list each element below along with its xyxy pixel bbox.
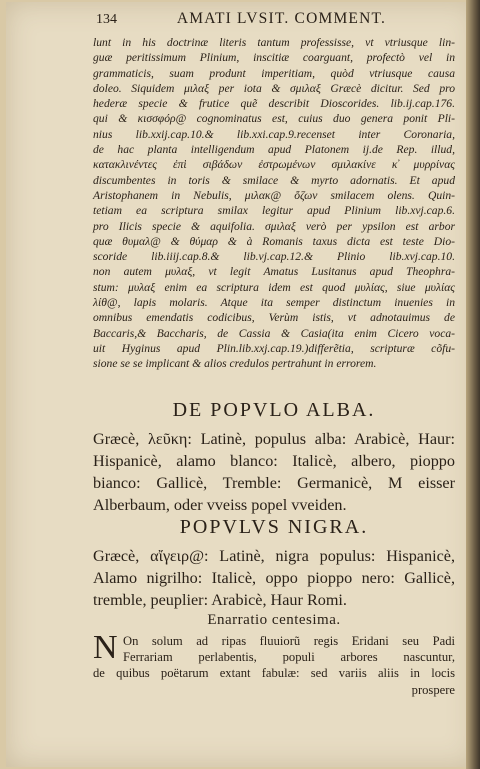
text-line: Baccaris,& Baccharis, de Cassia & Casia(ita enim Cicero voca- [93,326,455,340]
text-line: grammaticis, suam produnt imperitiam, quòd vtriusque causa [93,66,455,80]
name-line: Græcè, λεῦκη: Latinè, populus alba: Arabicè, Haur: [93,430,455,448]
name-line: bianco: Gallicè, Tremble: Germanicè, M eisser [93,474,455,492]
section-heading-populus-alba: DE POPVLO ALBA. [172,399,376,421]
text-line: hederæ specie & frutice quẽ describit Dioscorides. lib.ij.cap.176. [93,97,455,111]
commentary-paragraph [93,35,455,372]
book-gutter [466,0,480,769]
name-line: Alamo nigrilho: Italicè, oppo pioppo nero: Gallicè, [93,569,455,587]
text-line: κατακλινέντες ἐπὶ σιβάδων ἐστρωμένων σμιλακίνε κ̓ μυρρίνας [93,158,455,172]
text-line: tetiam ea scriptura smilax legitur apud Plinium lib.xvj.cap.6. [93,204,455,218]
text-line: scoride lib.iiij.cap.8.& lib.vj.cap.12.& Plinio lib.xvj.cap.10. [93,250,455,264]
text-line: On solum ad ripas fluuiorũ regis Eridani seu Padi [123,634,455,648]
section-heading-populus-nigra: POPVLVS NIGRA. [179,516,369,538]
text-line: quæ θυμαλ@ & θύμαρ & à Romanis taxus dicta est teste Dio- [93,234,455,248]
text-line: non autem μυλαξ, vt legit Amatus Lusitanus apud Theophra- [93,265,455,279]
text-line: lunt in his doctrinæ literis tantum professisse, vt vtriusque lin- [93,36,455,49]
text-line: prospere [411,682,455,697]
page-number: 134 [96,12,117,27]
name-line: Alberbaum, oder vveiss popel vveiden. [93,496,347,514]
running-head [96,10,456,28]
text-line: guæ peritissimum Plinium, inscitiæ coarguant, profectò vel in [93,51,455,65]
name-line: Græcè, αἴγειρ@: Latinè, nigra populus: Hispanicè, [93,547,455,565]
name-line: tremble, peuplier: Arabicè, Haur Romi. [93,591,347,609]
text-line: pro Ilicis specie & aquifolia. σμιλαξ verò per ypsilon est arbor [93,219,455,233]
text-line: de hac planta intelligendum apud Platonem ij.de Rep. illud, [93,143,455,157]
text-line: qui & κισσφόρ@ cognominatus est, cuius duo genera ponit Pli- [93,112,455,126]
drop-cap: N [93,629,118,666]
populus-nigra-names [93,545,455,611]
text-line: Aristophanem in Nebulis, μιλακ@ ὄζων smilacem olens. Quin- [93,188,455,202]
name-line: Hispanicè, alamo blanco: Italicè, albero, pioppo [93,452,455,470]
text-line: nius lib.xxij.cap.10.& lib.xxi.cap.9.recenset inter Coronaria, [93,127,455,141]
enarratio-paragraph [93,629,455,698]
text-line: omnibus emendatis codicibus, Verùm istis, vt adnotauimus de [93,311,455,325]
text-line: doleo. Siquidem μιλαξ per iota & σμιλαξ Græcè dicitur. Sed pro [93,81,455,95]
enarratio-title: Enarratio centesima. [207,612,341,628]
text-line: stum: μυλαξ enim ea scriptura idem est quod μυλίας, siue μυλίας [93,280,455,294]
text-line: sione se se implicant & alios credulos pertrahunt in errorem. [93,357,377,371]
text-line: Ferrariam perlabentis, populi arbores nascuntur, [123,650,455,665]
running-title: AMATI LVSIT. COMMENT. [176,10,387,27]
text-line: λίθ@, lapis molaris. Atque ita semper distinctum inuenies in [93,296,455,310]
text-line: discumbentes in toris & smilace & myrto adornatis. Et apud [93,173,455,187]
text-line: de quibus poëtarum extant fabulæ: sed variis aliis in locis [93,666,455,681]
text-line: uit Hyginus apud Plin.lib.xxj.cap.19.)differẽtia, scripturæ cõfu- [93,341,455,355]
populus-alba-names [93,428,455,516]
